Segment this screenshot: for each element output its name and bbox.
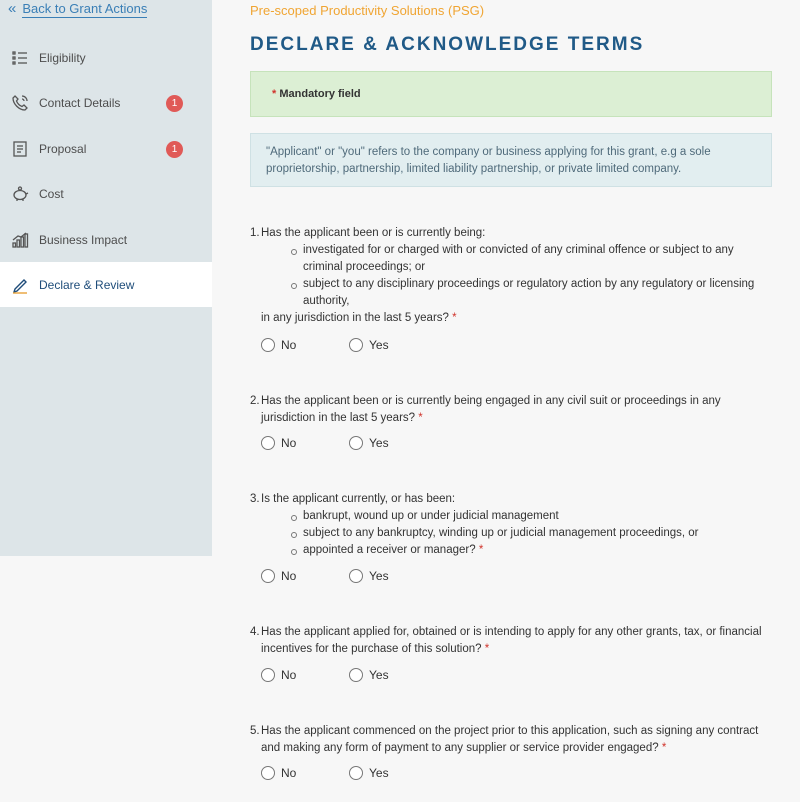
radio-label: No bbox=[281, 569, 297, 583]
sidebar-item-label: Eligibility bbox=[39, 50, 86, 65]
piggy-bank-icon bbox=[11, 185, 29, 203]
radio-label: Yes bbox=[369, 569, 389, 583]
radio-label: No bbox=[281, 668, 297, 682]
radio-circle[interactable] bbox=[349, 668, 363, 682]
question-4-yes-radio[interactable] bbox=[349, 668, 411, 682]
question-1-no-radio[interactable] bbox=[261, 338, 323, 352]
question-5-no-radio[interactable] bbox=[261, 766, 323, 780]
radio-label: No bbox=[281, 436, 297, 450]
question-5-yes-radio[interactable] bbox=[349, 766, 411, 780]
question-5-options bbox=[261, 766, 437, 780]
phone-icon bbox=[11, 94, 29, 112]
sidebar-item-label: Cost bbox=[39, 186, 64, 201]
question-text: Has the applicant been or is currently being engaged in any civil suit or proceedings in any jurisdiction in the last 5 years? bbox=[261, 395, 721, 424]
question-5 bbox=[250, 723, 772, 757]
question-3 bbox=[250, 491, 772, 559]
question-3-no-radio[interactable] bbox=[261, 569, 323, 583]
back-link-label: Back to Grant Actions bbox=[22, 0, 148, 16]
sidebar-item-label: Proposal bbox=[39, 141, 87, 156]
sidebar-item-eligibility[interactable] bbox=[0, 35, 212, 80]
question-1-options bbox=[261, 338, 437, 352]
question-number: 2. bbox=[250, 395, 260, 407]
radio-circle[interactable] bbox=[261, 668, 275, 682]
bar-chart-icon bbox=[11, 231, 29, 249]
document-icon bbox=[11, 140, 29, 158]
list-item: investigated for or charged with or convicted of any criminal offence or subject to any criminal proceedings; or bbox=[291, 242, 772, 276]
sidebar-item-label: Declare & Review bbox=[39, 277, 135, 292]
list-icon bbox=[11, 49, 29, 67]
error-count-badge: 1 bbox=[166, 95, 183, 112]
list-item bbox=[291, 542, 772, 559]
applicant-definition-info: "Applicant" or "you" refers to the company or business applying for this grant, e.g a sole proprietorship, partnership, limited liability partnership, or private limited company. bbox=[250, 133, 772, 187]
question-text: Has the applicant been or is currently being: bbox=[261, 227, 486, 239]
question-number: 1. bbox=[250, 227, 260, 239]
list-item: bankrupt, wound up or under judicial management bbox=[291, 508, 772, 525]
required-star: * bbox=[452, 312, 457, 324]
question-text: Has the applicant commenced on the project prior to this application, such as signing any contract and making any form of payment to any supplier or service provider engaged? bbox=[261, 725, 759, 754]
required-star: * bbox=[478, 544, 484, 556]
required-star: * bbox=[661, 742, 667, 754]
question-number: 5. bbox=[250, 725, 260, 737]
pen-icon bbox=[11, 276, 29, 294]
question-2-no-radio[interactable] bbox=[261, 436, 323, 450]
sidebar-nav bbox=[0, 0, 212, 556]
question-tail: in any jurisdiction in the last 5 years? bbox=[261, 312, 449, 324]
list-item: subject to any disciplinary proceedings or regulatory action by any regulatory or licensing authority, bbox=[291, 276, 772, 310]
sidebar-item-declare-review[interactable] bbox=[0, 262, 212, 307]
question-number: 3. bbox=[250, 493, 260, 505]
required-star: * bbox=[484, 643, 490, 655]
error-count-badge: 1 bbox=[166, 141, 183, 158]
radio-label: No bbox=[281, 766, 297, 780]
list-item: subject to any bankruptcy, winding up or judicial management proceedings, or bbox=[291, 525, 772, 542]
list-item-text: appointed a receiver or manager? bbox=[303, 544, 476, 556]
question-number: 4. bbox=[250, 626, 260, 638]
radio-circle[interactable] bbox=[349, 436, 363, 450]
sidebar-item-label: Contact Details bbox=[39, 95, 121, 110]
question-2-yes-radio[interactable] bbox=[349, 436, 411, 450]
radio-circle[interactable] bbox=[261, 766, 275, 780]
question-2-options bbox=[261, 436, 437, 450]
question-3-yes-radio[interactable] bbox=[349, 569, 411, 583]
sidebar-item-cost[interactable] bbox=[0, 171, 212, 216]
question-1 bbox=[250, 225, 772, 327]
question-1-yes-radio[interactable] bbox=[349, 338, 411, 352]
radio-label: Yes bbox=[369, 436, 389, 450]
radio-label: Yes bbox=[369, 338, 389, 352]
radio-label: Yes bbox=[369, 668, 389, 682]
back-to-grant-actions-link[interactable] bbox=[8, 0, 147, 18]
question-4-options bbox=[261, 668, 437, 682]
double-chevron-left-icon: « bbox=[8, 0, 17, 17]
question-2 bbox=[250, 393, 772, 427]
sidebar bbox=[0, 0, 212, 802]
radio-circle[interactable] bbox=[349, 569, 363, 583]
sidebar-item-proposal[interactable] bbox=[0, 126, 212, 171]
grant-name: Pre-scoped Productivity Solutions (PSG) bbox=[250, 3, 485, 18]
radio-circle[interactable] bbox=[349, 338, 363, 352]
mandatory-text: Mandatory field bbox=[279, 88, 361, 100]
question-4-no-radio[interactable] bbox=[261, 668, 323, 682]
required-star: * bbox=[418, 412, 423, 424]
question-text: Is the applicant currently, or has been: bbox=[261, 493, 456, 505]
radio-label: Yes bbox=[369, 766, 389, 780]
mandatory-field-notice bbox=[250, 71, 772, 117]
question-4 bbox=[250, 624, 772, 658]
radio-label: No bbox=[281, 338, 297, 352]
radio-circle[interactable] bbox=[261, 569, 275, 583]
radio-circle[interactable] bbox=[261, 338, 275, 352]
question-text: Has the applicant applied for, obtained or is intending to apply for any other grants, tax, or financial incentives for the purchase of this solution? bbox=[261, 626, 762, 655]
sidebar-item-label: Business Impact bbox=[39, 232, 128, 247]
radio-circle[interactable] bbox=[349, 766, 363, 780]
radio-circle[interactable] bbox=[261, 436, 275, 450]
question-3-options bbox=[261, 569, 437, 583]
page-title: DECLARE & ACKNOWLEDGE TERMS bbox=[250, 34, 645, 55]
sidebar-item-business-impact[interactable] bbox=[0, 217, 212, 262]
sidebar-item-contact-details[interactable] bbox=[0, 80, 212, 125]
required-star: * bbox=[272, 88, 277, 100]
